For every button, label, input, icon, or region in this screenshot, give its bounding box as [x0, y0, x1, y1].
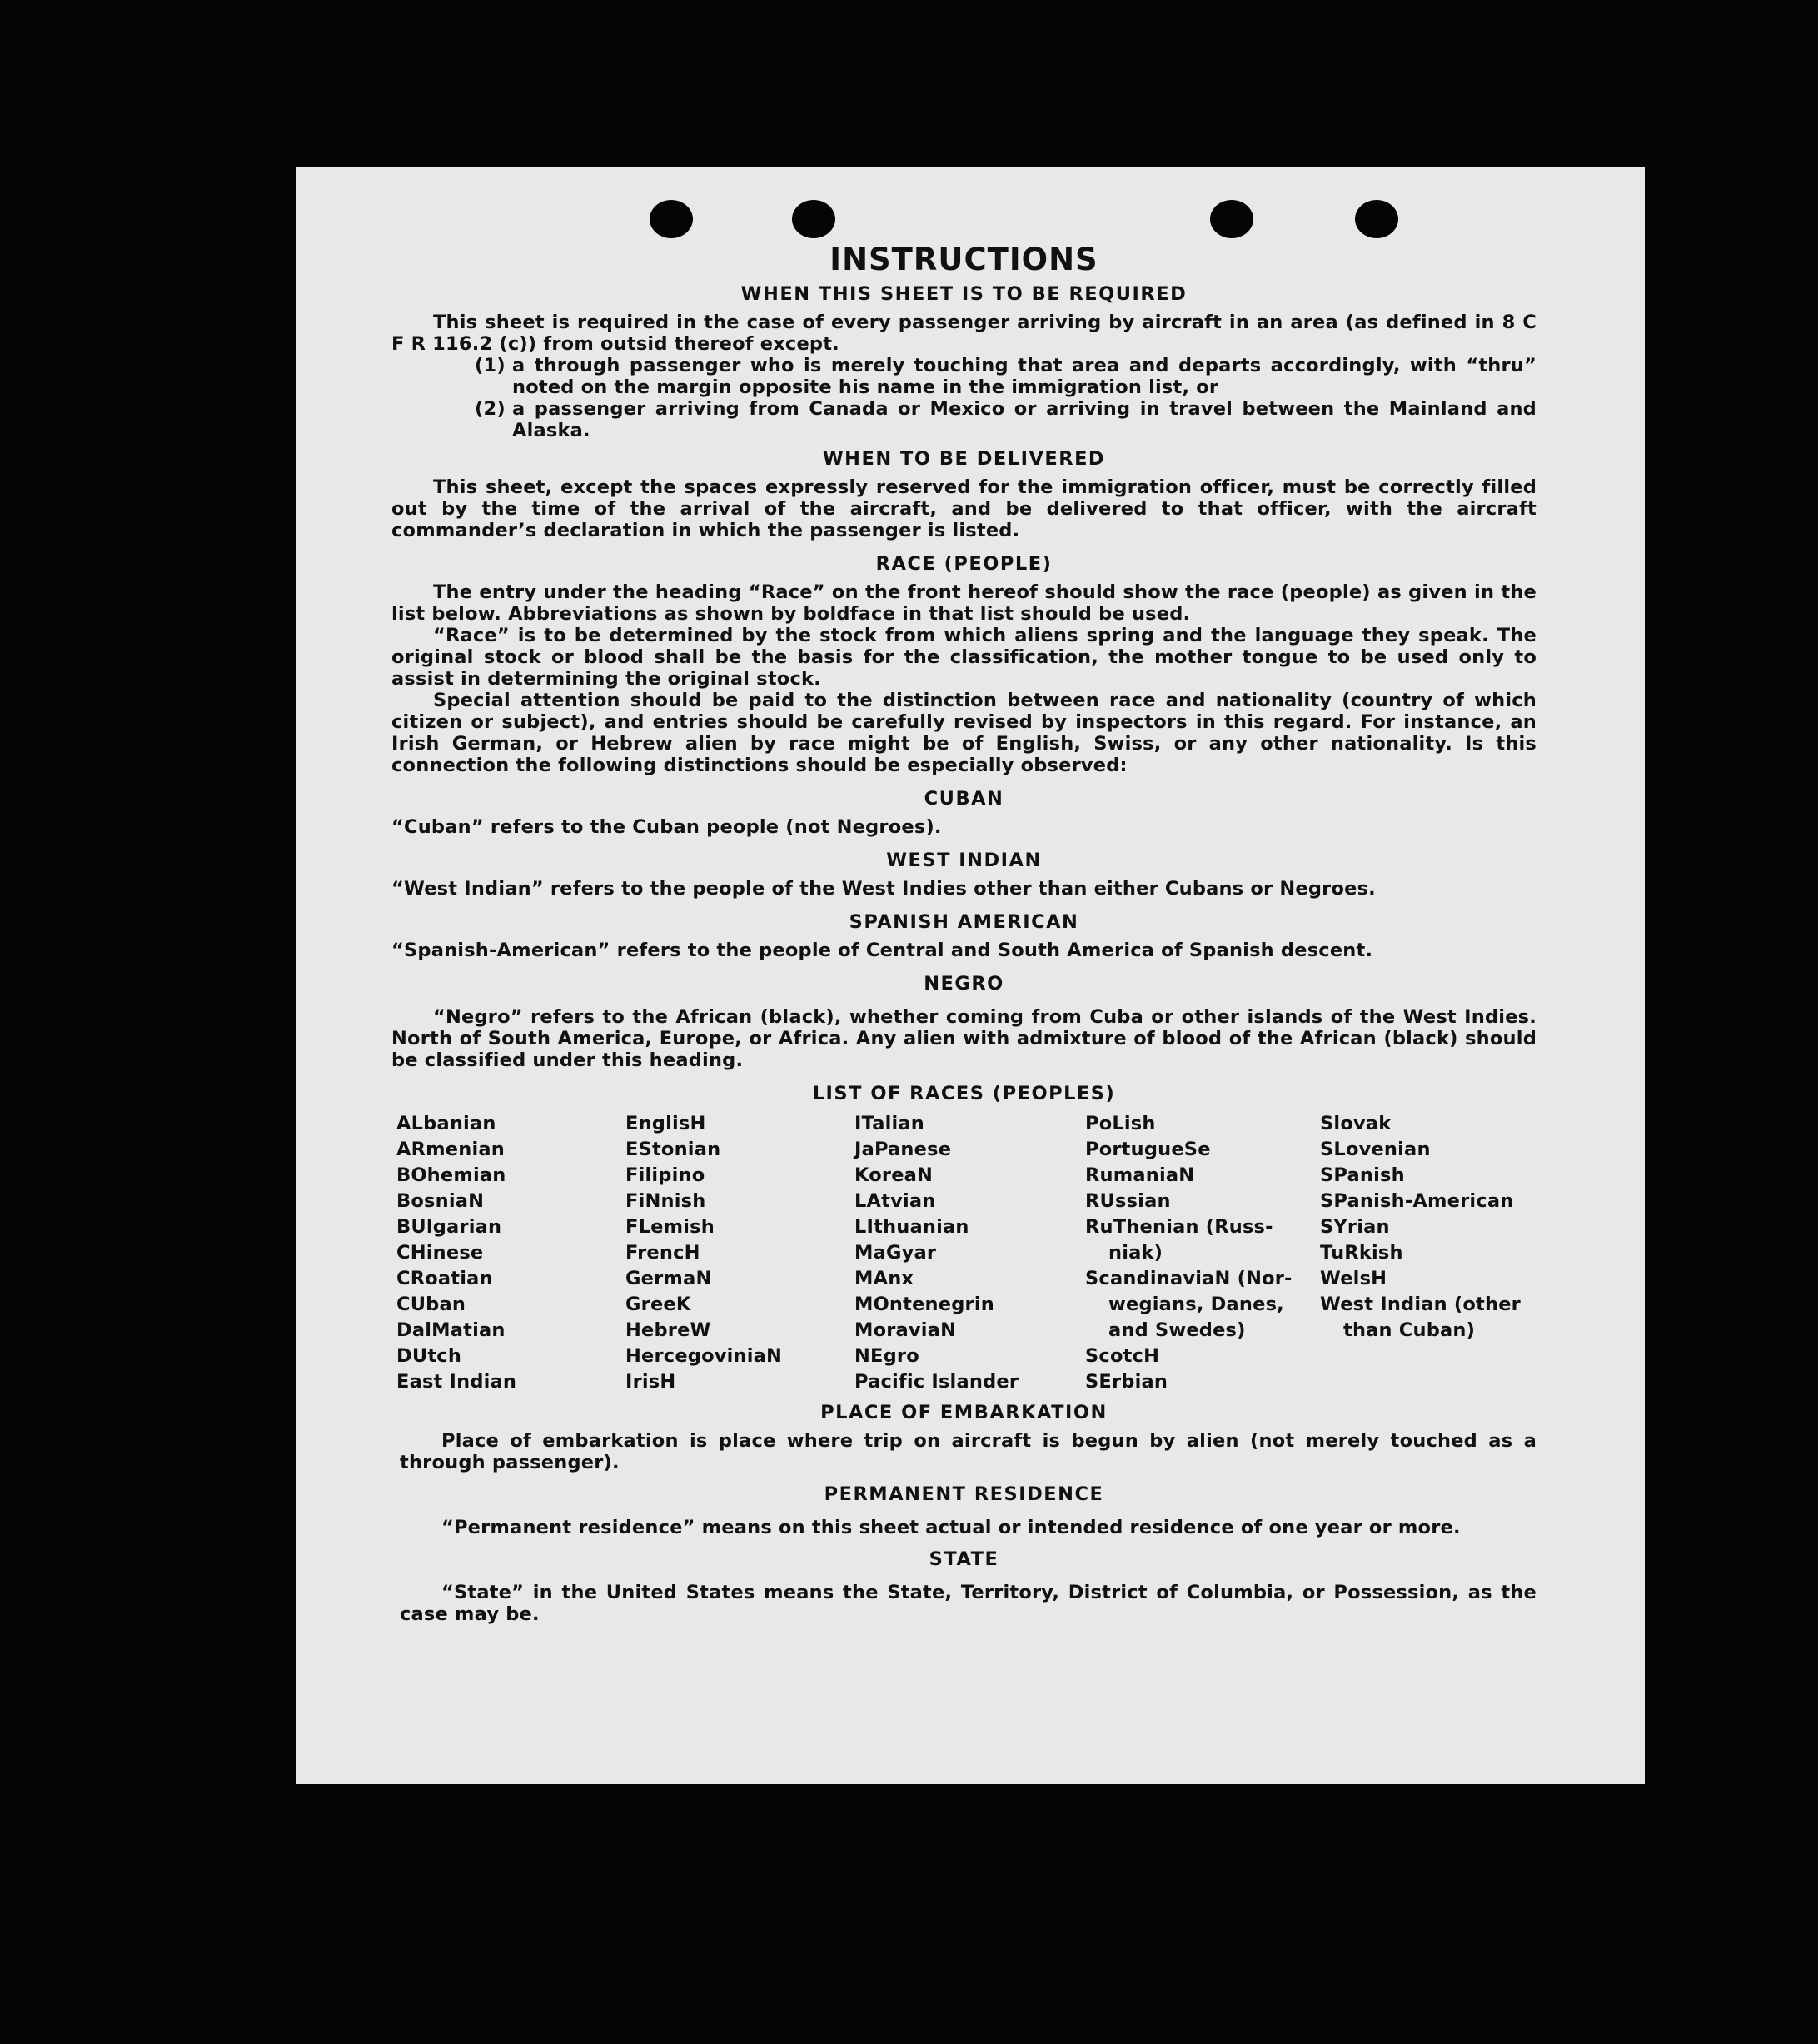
race-paragraph-1: The entry under the heading “Race” on the front hereof should show the race (people) as given in the list below. Abbreviations as shown by boldface in that list should be used. — [391, 581, 1537, 625]
race-entry: MoraviaN — [854, 1319, 957, 1341]
heading-residence: PERMANENT RESIDENCE — [824, 1483, 1104, 1505]
race-entry: HercegoviniaN — [625, 1345, 783, 1367]
race-entry: than Cuban) — [1343, 1319, 1476, 1341]
exception-item — [475, 355, 1537, 398]
state-text: “State” in the United States means the State, Territory, District of Columbia, or Possession, as the case may be. — [400, 1582, 1537, 1625]
race-entry: Slovak — [1320, 1113, 1392, 1134]
race-entry: GermaN — [625, 1268, 712, 1289]
cuban-text: “Cuban” refers to the Cuban people (not Negroes). — [391, 816, 942, 838]
exception-number: (1) — [475, 355, 506, 376]
heading-when-delivered: WHEN TO BE DELIVERED — [822, 448, 1106, 470]
race-entry: SYrian — [1320, 1216, 1390, 1238]
race-entry: PortugueSe — [1085, 1139, 1211, 1160]
race-entry: LIthuanian — [854, 1216, 969, 1238]
race-entry — [1320, 1369, 1542, 1395]
race-entry: NEgro — [854, 1345, 919, 1367]
race-entry: MAnx — [854, 1268, 914, 1289]
punch-hole — [1210, 200, 1253, 238]
race-entry: LAtvian — [854, 1190, 936, 1212]
west-indian-text: “West Indian” refers to the people of the West Indies other than either Cubans or Negroes. — [391, 878, 1376, 900]
race-entry: SLovenian — [1320, 1139, 1431, 1160]
race-entry: RuThenian (Russ- — [1085, 1216, 1273, 1238]
race-entry: MaGyar — [854, 1242, 937, 1264]
race-entry: ALbanian — [396, 1113, 496, 1134]
race-entry: WelsH — [1320, 1268, 1387, 1289]
page-title: INSTRUCTIONS — [829, 242, 1098, 277]
exception-text: a through passenger who is merely touching that area and departs accordingly, with “thru” noted on the margin opposite his name in the immigration list, or — [512, 355, 1537, 398]
race-entry: GreeK — [625, 1294, 691, 1315]
race-entry: BUlgarian — [396, 1216, 502, 1238]
race-entry: BOhemian — [396, 1164, 506, 1186]
heading-west-indian: WEST INDIAN — [886, 850, 1042, 871]
exception-text: a passenger arriving from Canada or Mexico or arriving in travel between the Mainland and Alaska. — [512, 398, 1537, 441]
race-entry: RUssian — [1085, 1190, 1171, 1212]
sheet-content — [391, 242, 1537, 1625]
race-entry: SPanish-American — [1320, 1190, 1514, 1212]
race-entry: ARmenian — [396, 1139, 505, 1160]
residence-text: “Permanent residence” means on this sheet actual or intended residence of one year or more. — [441, 1517, 1461, 1538]
race-entry: ITalian — [854, 1113, 925, 1134]
instruction-sheet — [296, 167, 1645, 1784]
race-entry: KoreaN — [854, 1164, 934, 1186]
heading-negro: NEGRO — [924, 973, 1004, 995]
race-entry: niak) — [1108, 1242, 1163, 1264]
exception-item — [475, 398, 1537, 441]
punch-hole — [1355, 200, 1398, 238]
race-entry: DalMatian — [396, 1319, 506, 1341]
heading-when-required: WHEN THIS SHEET IS TO BE REQUIRED — [740, 283, 1188, 305]
heading-list-of-races: LIST OF RACES (PEOPLES) — [812, 1083, 1116, 1104]
race-entry: JaPanese — [854, 1139, 952, 1160]
race-entry: CHinese — [396, 1242, 484, 1264]
heading-state: STATE — [929, 1548, 999, 1570]
race-entry: TuRkish — [1320, 1242, 1403, 1264]
negro-text: “Negro” refers to the African (black), whether coming from Cuba or other islands of the West Indies. North of South America, Europe, or Africa. Any alien with admixture of blood of the African (black) should be classified under this heading. — [391, 1006, 1537, 1071]
race-entry: BosniaN — [396, 1190, 485, 1212]
punch-hole — [792, 200, 835, 238]
race-entry: East Indian — [396, 1371, 517, 1393]
heading-race: RACE (PEOPLE) — [875, 553, 1053, 575]
race-entry: MOntenegrin — [854, 1294, 994, 1315]
race-entry: FLemish — [625, 1216, 715, 1238]
race-entry: EnglisH — [625, 1113, 706, 1134]
race-entry: SErbian — [1085, 1371, 1168, 1393]
race-paragraph-3: Special attention should be paid to the distinction between race and nationality (country of which citizen or subject), and entries should be carefully revised by inspectors in this regard. For instance, an Irish German, or Hebrew alien by race might be of English, Swiss, or any other nationality. Is this connection the following distinctions should be especially observed: — [391, 690, 1537, 776]
heading-spanish-american: SPANISH AMERICAN — [849, 911, 1079, 933]
race-entry: ScandinaviaN (Nor- — [1085, 1268, 1293, 1289]
race-entry: CUban — [396, 1294, 466, 1315]
race-entry: FiNnish — [625, 1190, 706, 1212]
race-entry: and Swedes) — [1108, 1319, 1246, 1341]
race-paragraph-2: “Race” is to be determined by the stock from which aliens spring and the language they speak. The original stock or blood shall be the basis for the classification, the mother tongue to be used only to assist in determining the original stock. — [391, 625, 1537, 690]
when-required-intro: This sheet is required in the case of every passenger arriving by aircraft in an area (as defined in 8 C F R 116.2 (c)) from outsid thereof except. — [391, 312, 1537, 355]
heading-embarkation: PLACE OF EMBARKATION — [820, 1402, 1108, 1423]
race-entry: CRoatian — [396, 1268, 493, 1289]
race-entry: FrencH — [625, 1242, 700, 1264]
race-entry: IrisH — [625, 1371, 676, 1393]
race-entry: EStonian — [625, 1139, 721, 1160]
race-entry: RumaniaN — [1085, 1164, 1195, 1186]
exception-number: (2) — [475, 398, 506, 420]
races-list — [396, 1111, 1537, 1395]
spanish-american-text: “Spanish-American” refers to the people of Central and South America of Spanish descent. — [391, 940, 1373, 961]
race-entry: Filipino — [625, 1164, 705, 1186]
race-entry: DUtch — [396, 1345, 462, 1367]
when-delivered-text: This sheet, except the spaces expressly reserved for the immigration officer, must be correctly filled out by the time of the arrival of the aircraft, and be delivered to that officer, with the aircraft commander’s declaration in which the passenger is listed. — [391, 476, 1537, 541]
race-entry: wegians, Danes, — [1108, 1294, 1284, 1315]
race-entry: West Indian (other — [1320, 1294, 1521, 1315]
punch-hole — [650, 200, 693, 238]
race-entry: PoLish — [1085, 1113, 1156, 1134]
race-entry: Pacific Islander — [854, 1371, 1019, 1393]
heading-cuban: CUBAN — [924, 788, 1004, 810]
race-entry: ScotcH — [1085, 1345, 1160, 1367]
race-entry: HebreW — [625, 1319, 711, 1341]
race-entry — [1320, 1344, 1542, 1369]
race-entry: SPanish — [1320, 1164, 1405, 1186]
embarkation-text: Place of embarkation is place where trip on aircraft is begun by alien (not merely touched as a through passenger). — [400, 1430, 1537, 1473]
